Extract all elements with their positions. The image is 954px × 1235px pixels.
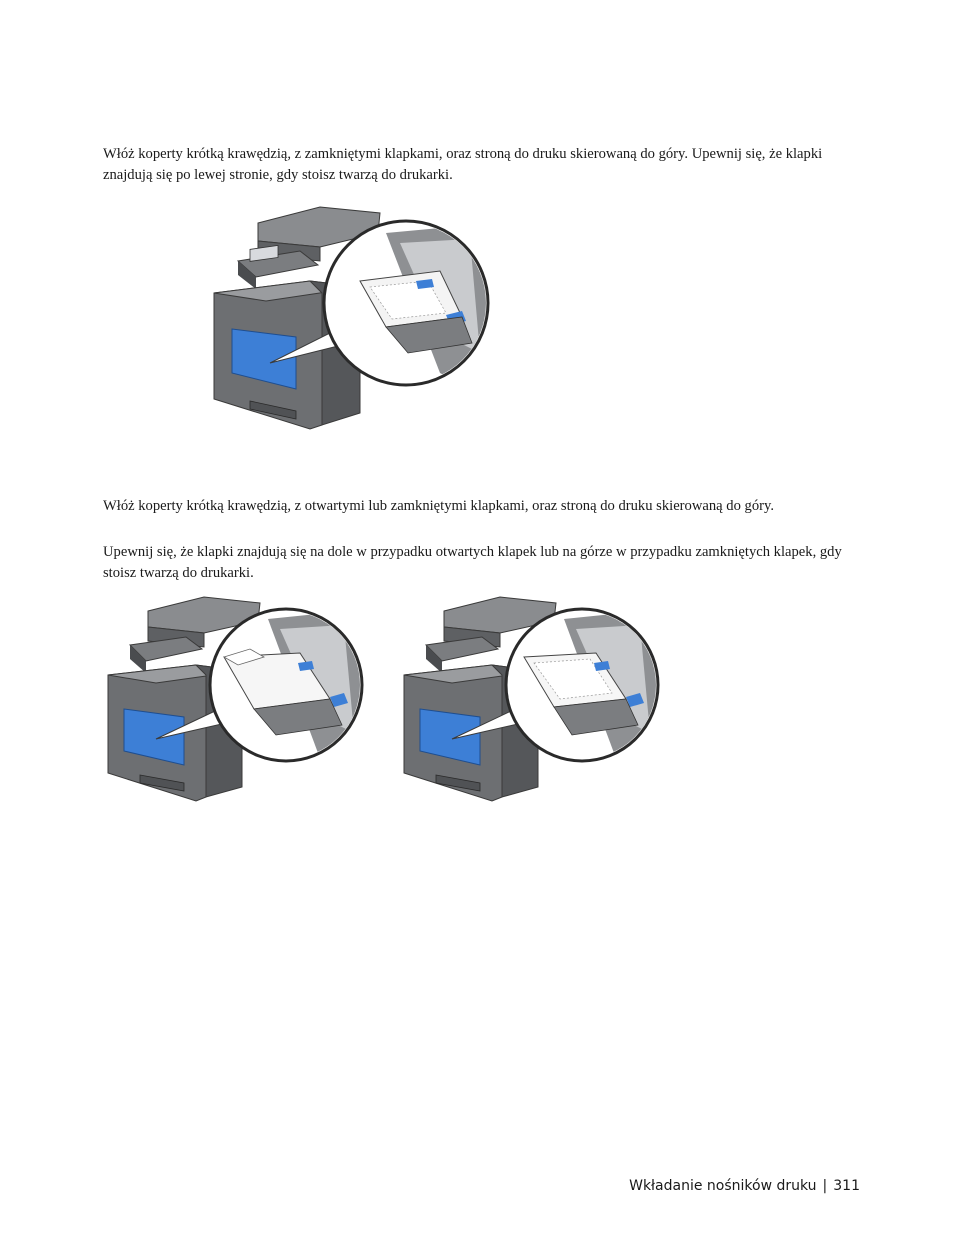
printer-illustration-envelope-closed-flap: [210, 203, 495, 433]
page-footer: [629, 1178, 860, 1194]
instruction-paragraph-1: Włóż koperty krótką krawędzią, z zamkniętymi klapkami, oraz stroną do druku skierowaną do góry. Upewnij się, że klapki znajdują się po lewej stronie, gdy stoisz twarzą do drukarki.: [103, 146, 823, 183]
page-number: 311: [833, 1178, 860, 1194]
footer-separator: |: [822, 1178, 828, 1194]
printer-illustration-envelope-open-flap: [104, 593, 366, 805]
printer-illustration-envelope-closed-flap-top: [400, 593, 662, 805]
footer-section-title: Wkładanie nośników druku: [629, 1178, 817, 1194]
instruction-paragraph-2: Włóż koperty krótką krawędzią, z otwartymi lub zamkniętymi klapkami, oraz stroną do druku skierowaną do góry.: [103, 498, 774, 514]
instruction-paragraph-3: Upewnij się, że klapki znajdują się na dole w przypadku otwartych klapek lub na górze w przypadku zamkniętych klapek, gdy stoisz twarzą do drukarki.: [103, 544, 842, 581]
